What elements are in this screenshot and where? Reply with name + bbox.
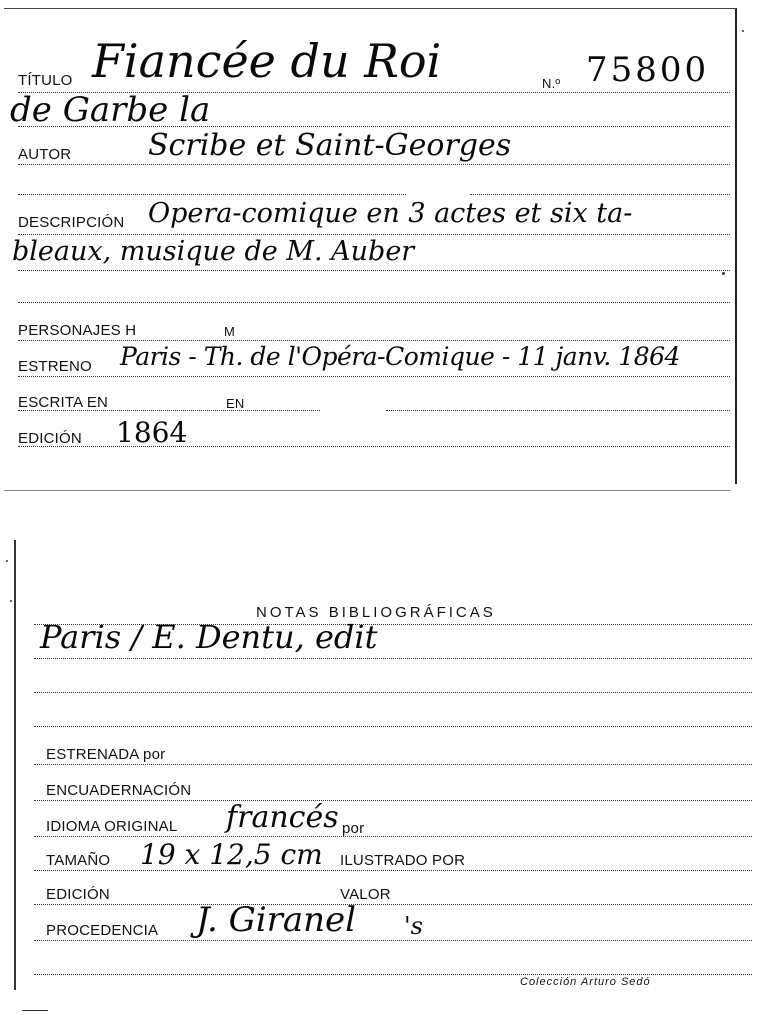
back-bottom-rule	[34, 974, 752, 975]
titulo-label: TÍTULO	[18, 72, 73, 89]
idioma-rule	[34, 836, 752, 837]
scan-speck	[22, 1010, 48, 1011]
numero-value: 75800	[586, 50, 710, 90]
titulo-value: Fiancée du Roi	[92, 34, 442, 88]
tamano-rule	[34, 870, 752, 871]
autor-extra-rule-2	[470, 194, 730, 195]
estreno-value: Paris - Th. de l'Opéra-Comique - 11 janv. 1864	[120, 342, 680, 371]
scan-speck	[10, 600, 12, 602]
autor-label: AUTOR	[18, 146, 72, 163]
ink-dot	[722, 272, 725, 275]
tamano-label: TAMAÑO	[46, 852, 111, 869]
collection-label: Colección Arturo Sedó	[520, 976, 651, 988]
descripcion-line-1: Opera-comique en 3 actes et six ta-	[148, 198, 633, 229]
personajes-rule	[18, 340, 730, 341]
notas-title: NOTAS BIBLIOGRÁFICAS	[256, 604, 496, 621]
descripcion-rule-2	[18, 270, 730, 271]
escrita-en-label: EN	[226, 396, 245, 411]
back-edicion-label: EDICIÓN	[46, 886, 110, 903]
back-edicion-rule	[34, 904, 752, 905]
ilustrado-label: ILUSTRADO POR	[340, 852, 466, 869]
escrita-label: ESCRITA EN	[18, 394, 109, 411]
descripcion-line-2: bleaux, musique de M. Auber	[12, 236, 415, 267]
procedencia-label: PROCEDENCIA	[46, 922, 159, 939]
descripcion-label: DESCRIPCIÓN	[18, 214, 125, 231]
front-bottom-rule	[4, 490, 730, 491]
idioma-label: IDIOMA ORIGINAL	[46, 818, 178, 835]
encuadernacion-rule	[34, 800, 752, 801]
tamano-value: 19 x 12,5 cm	[140, 838, 323, 871]
procedencia-mark: 's	[404, 912, 423, 940]
scan-speck	[742, 30, 744, 32]
titulo-cont-rule	[18, 126, 730, 127]
notas-rule-2	[34, 658, 752, 659]
scan-speck	[6, 560, 8, 562]
estreno-label: ESTRENO	[18, 358, 92, 375]
descripcion-rule-3	[18, 302, 730, 303]
descripcion-rule-1	[18, 234, 730, 235]
notas-rule-4	[34, 726, 752, 727]
autor-value: Scribe et Saint-Georges	[148, 128, 512, 163]
personajes-label: PERSONAJES H	[18, 322, 137, 339]
estrenada-label: ESTRENADA por	[46, 746, 166, 763]
personajes-m-label: M	[224, 324, 236, 339]
estreno-rule	[18, 376, 730, 377]
escrita-en-rule	[386, 410, 730, 411]
encuadernacion-label: ENCUADERNACIÓN	[46, 782, 192, 799]
autor-rule	[18, 164, 730, 165]
edicion-label: EDICIÓN	[18, 430, 82, 447]
edicion-value: 1864	[116, 416, 188, 449]
valor-label: VALOR	[340, 886, 391, 903]
idioma-por-label: por	[342, 820, 365, 837]
edicion-rule	[18, 446, 730, 447]
titulo-continuation: de Garbe la	[10, 90, 211, 130]
procedencia-rule	[34, 940, 752, 941]
idioma-value: francés	[226, 800, 339, 835]
numero-label: N.º	[542, 76, 561, 91]
estrenada-rule	[34, 764, 752, 765]
notas-value: Paris / E. Dentu, edit	[40, 618, 378, 656]
autor-extra-rule	[18, 194, 406, 195]
notas-rule-3	[34, 692, 752, 693]
procedencia-value: J. Giranel	[196, 900, 357, 940]
escrita-rule	[18, 410, 320, 411]
